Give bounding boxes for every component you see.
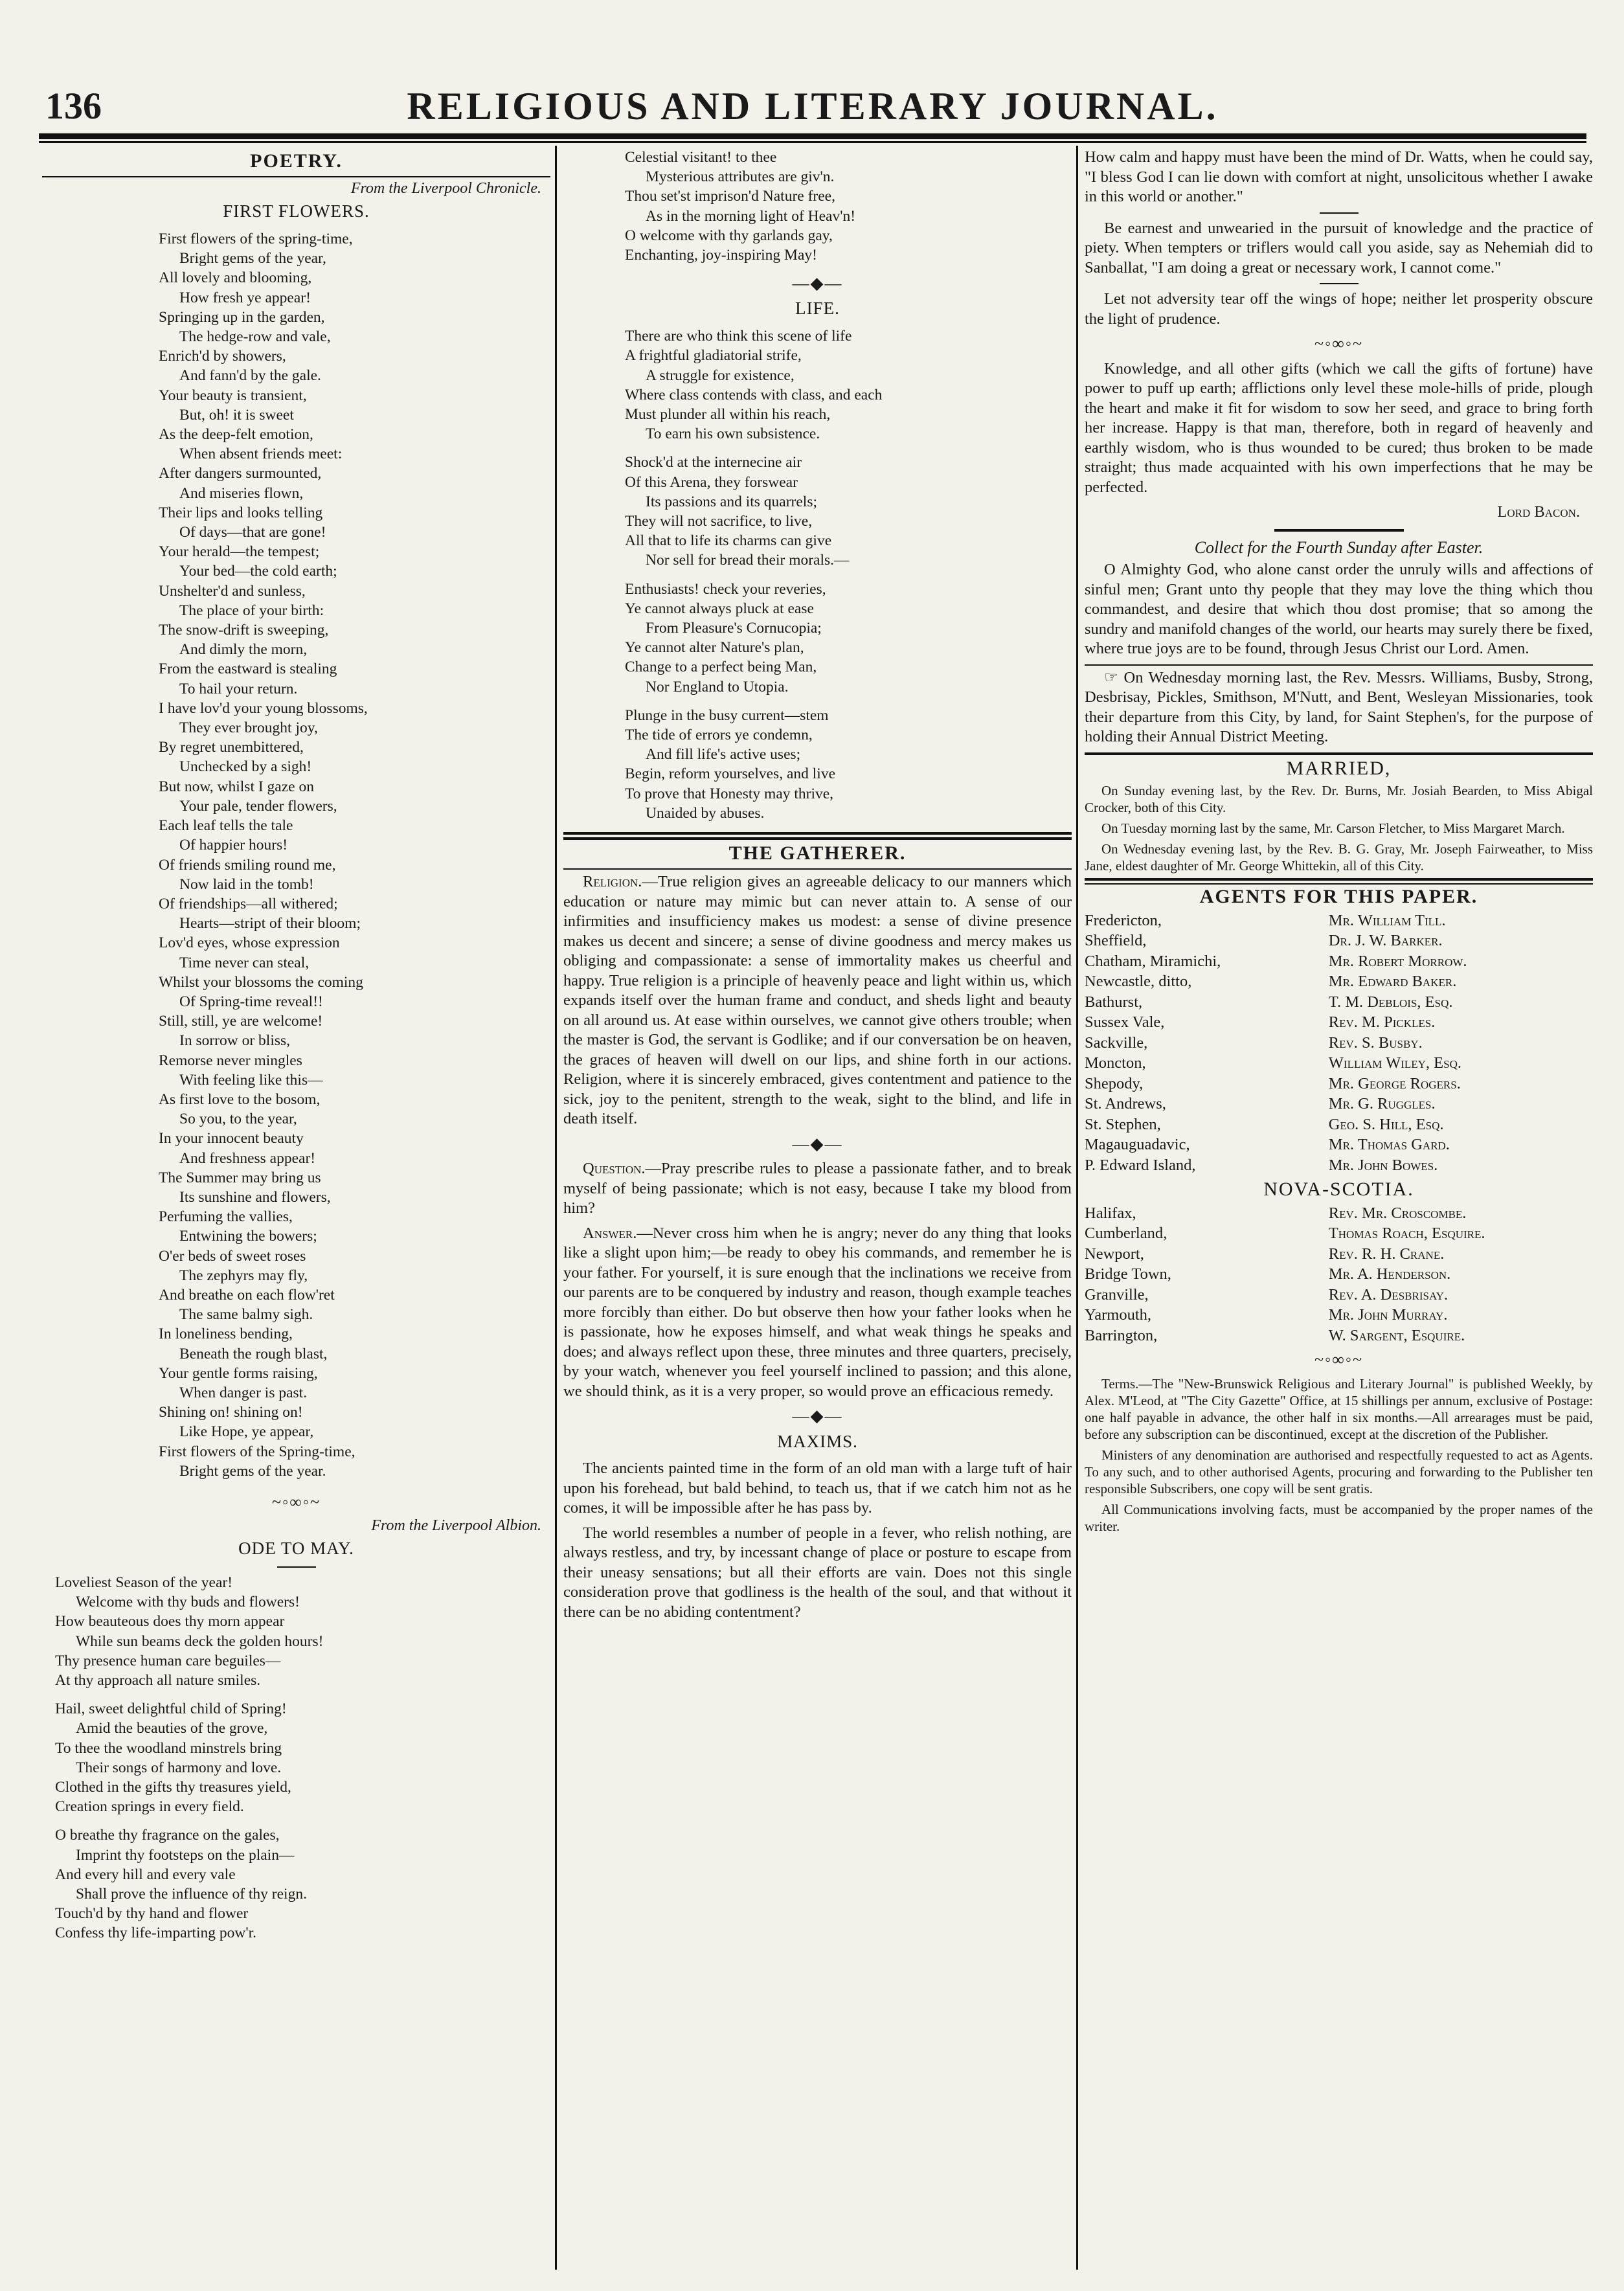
poem-line: Beneath the rough blast,: [179, 1345, 328, 1362]
agent-town: St. Stephen,: [1085, 1115, 1161, 1133]
divider: [1320, 212, 1359, 214]
poem-line: Amid the beauties of the grove,: [76, 1720, 268, 1737]
notice-text: On Wednesday morning last, the Rev. Messrs. Williams, Busby, Strong, Desbrisay, Pickles, Smithson, M'Nutt, and Bent, Wesleyan Missionaries, took their departure from this City, by land, for Saint Stephen's, for the purpose of holding their Annual District Meeting.: [1085, 668, 1593, 745]
agent-name: Rev. Mr. Croscombe.: [1328, 1204, 1467, 1222]
poem-line: Thy presence human care beguiles—: [55, 1652, 281, 1669]
poem-line: But now, whilst I gaze on: [159, 778, 314, 795]
agent-row: [1085, 1326, 1593, 1347]
poem-line: By regret unembittered,: [159, 739, 304, 756]
poem-line: Of friendships—all withered;: [159, 895, 338, 912]
poem-line: Unchecked by a sigh!: [179, 758, 312, 776]
poem-line: Their songs of harmony and love.: [76, 1759, 282, 1776]
ornament: ~◦∞◦~: [1314, 1350, 1364, 1369]
poem-line: Now laid in the tomb!: [179, 875, 314, 893]
stanza: [625, 706, 1072, 823]
divider: [563, 832, 1072, 835]
column-divider-2: [1076, 146, 1078, 2270]
poem-line: All lovely and blooming,: [159, 269, 312, 287]
marriage-notice: On Wednesday evening last, by the Rev. B. G. Gray, Mr. Joseph Fairweather, to Miss Jane, eldest daughter of Mr. George Whittekin, all of this City.: [1085, 841, 1593, 874]
ornament: ~◦∞◦~: [1314, 334, 1364, 353]
maxim-2: The world resembles a number of people in a fever, who relish nothing, are always restless, and try, by incessant change of place or posture to escape from their uneasy sensations; but all their efforts are vain. Does not this single consideration prove that godliness is the health of the soul, and that without it there can be no abiding contentment?: [563, 1524, 1072, 1621]
poem-line: Shining on! shining on!: [159, 1404, 303, 1421]
agent-row: [1085, 1074, 1593, 1095]
poem-line: Change to a perfect being Man,: [625, 659, 817, 676]
column-2: [563, 148, 1072, 2278]
poem-line: Shock'd at the internecine air: [625, 454, 802, 471]
poem-line: As in the morning light of Heav'n!: [646, 207, 856, 225]
agent-town: St. Andrews,: [1085, 1095, 1166, 1112]
religion-paragraph: [563, 872, 1072, 1129]
agent-name: T. M. Deblois, Esq.: [1328, 993, 1453, 1011]
poem-line: The zephyrs may fly,: [179, 1267, 308, 1284]
agent-row: [1085, 972, 1593, 993]
poem-line: O'er beds of sweet roses: [159, 1247, 306, 1265]
poem-line: After dangers surmounted,: [159, 465, 322, 482]
poem-line: Nor England to Utopia.: [646, 678, 789, 695]
poem-line: Nor sell for bread their morals.—: [646, 552, 850, 569]
poem-line: And every hill and every vale: [55, 1866, 236, 1883]
poem-line: Imprint thy footsteps on the plain—: [76, 1846, 295, 1864]
poem-line: Remorse never mingles: [159, 1052, 302, 1069]
poem-line: The place of your birth:: [179, 602, 324, 619]
poem-line: Their lips and looks telling: [159, 504, 323, 521]
agent-name: Mr. William Till.: [1328, 911, 1446, 929]
poem-line: Shall prove the influence of thy reign.: [76, 1886, 307, 1903]
stanza: [55, 1573, 550, 1690]
poem-line: Of happier hours!: [179, 837, 288, 854]
poem-line: They ever brought joy,: [179, 719, 318, 737]
poem-line: Enthusiasts! check your reveries,: [625, 580, 826, 598]
poem-line: The Summer may bring us: [159, 1169, 321, 1186]
agent-town: Cumberland,: [1085, 1224, 1167, 1242]
stanza: [625, 148, 1072, 265]
answer-paragraph: [563, 1224, 1072, 1402]
poem-line: And fann'd by the gale.: [179, 367, 321, 385]
poem-line: Your gentle forms raising,: [159, 1364, 318, 1382]
agent-row: [1085, 931, 1593, 952]
agent-town: Sussex Vale,: [1085, 1013, 1165, 1031]
terms-text: Terms.—The "New-Brunswick Religious and Literary Journal" is published Weekly, by Alex. M'Leod, at "The City Gazette" Office, at 15 shillings per annum, exclusive of Postage: one half payable in advance, the other half in six months.—All arrearages must be paid, before any subscription can be discontinued, except at the discretion of the Publisher.: [1085, 1375, 1593, 1442]
agent-name: Mr. G. Ruggles.: [1328, 1095, 1436, 1112]
poem-line: Ye cannot alter Nature's plan,: [625, 639, 804, 657]
column-divider-1: [555, 146, 557, 2270]
poem-line: They will not sacrifice, to live,: [625, 513, 813, 530]
poem-line: To prove that Honesty may thrive,: [625, 785, 834, 802]
agent-name: Mr. John Murray.: [1328, 1306, 1448, 1324]
divider: [42, 176, 550, 177]
poem-line: Enchanting, joy-inspiring May!: [625, 247, 817, 264]
poem-title: LIFE.: [795, 299, 840, 319]
bacon-signature: Lord Bacon.: [1497, 503, 1580, 521]
ornament: —◆—: [792, 274, 843, 293]
maxim-1: The ancients painted time in the form of an old man with a large tuft of hair upon his forehead, but bald behind, to teach us, that if we catch him not as he comes, it will be impossible after he has pass by.: [563, 1460, 1072, 1517]
agent-town: Moncton,: [1085, 1054, 1146, 1072]
poem-line: So you, to the year,: [179, 1111, 297, 1128]
poem-line: Clothed in the gifts thy treasures yield,: [55, 1779, 291, 1796]
agent-name: Thomas Roach, Esquire.: [1328, 1224, 1485, 1242]
poem-line: Hearts—stript of their bloom;: [179, 915, 361, 932]
poem-line: Of days—that are gone!: [179, 524, 326, 541]
poem-line: Springing up in the garden,: [159, 308, 325, 326]
divider: [1274, 529, 1404, 532]
poem-line: And breathe on each flow'ret: [159, 1286, 335, 1304]
poem-line: Must plunder all within his reach,: [625, 406, 831, 423]
poem-line: Whilst your blossoms the coming: [159, 973, 363, 991]
agent-town: Magauguadavic,: [1085, 1136, 1190, 1153]
poem-line: The snow-drift is sweeping,: [159, 622, 329, 639]
question-label: Question.: [583, 1160, 646, 1178]
poem-line: Welcome with thy buds and flowers!: [76, 1594, 300, 1611]
poem-title: ODE TO MAY.: [238, 1539, 354, 1558]
page-number: 136: [45, 85, 102, 127]
poem-line: But, oh! it is sweet: [179, 406, 294, 423]
poem-line: How beauteous does thy morn appear: [55, 1613, 285, 1631]
agent-name: Mr. A. Henderson.: [1328, 1265, 1451, 1283]
agent-row: [1085, 1204, 1593, 1224]
poem-life: [625, 326, 1072, 823]
poem-line: While sun beams deck the golden hours!: [76, 1632, 324, 1650]
ornament: —◆—: [792, 1134, 843, 1153]
agents-table-nova-scotia: [1085, 1204, 1593, 1347]
agent-row: [1085, 1094, 1593, 1115]
stanza: [625, 453, 1072, 570]
ornament: ~◦∞◦~: [271, 1493, 321, 1511]
poem-line: All that to life its charms can give: [625, 532, 832, 550]
gatherer-text: [563, 872, 1072, 1622]
poem-line: Mysterious attributes are giv'n.: [646, 168, 835, 186]
poem-line: Enrich'd by showers,: [159, 348, 286, 365]
agent-row: [1085, 952, 1593, 973]
marriage-notice: On Tuesday morning last by the same, Mr. Carson Fletcher, to Miss Margaret March.: [1101, 820, 1565, 836]
poem-line: Confess thy life-imparting pow'r.: [55, 1924, 256, 1942]
earnest-paragraph: Be earnest and unwearied in the pursuit of knowledge and the practice of piety. When tempters or triflers would call you aside, say as Nehemiah did to Sanballat, "I am doing a great or necessary work, I cannot come.": [1085, 219, 1593, 276]
poem-line: Like Hope, ye appear,: [179, 1423, 314, 1441]
agent-row: [1085, 1135, 1593, 1156]
poem-line: Bright gems of the year.: [179, 1462, 326, 1480]
poem-line: A frightful gladiatorial strife,: [625, 347, 802, 365]
agent-name: W. Sargent, Esquire.: [1328, 1326, 1465, 1344]
poem-line: To earn his own subsistence.: [646, 425, 820, 443]
agent-row: [1085, 1245, 1593, 1265]
divider: [1085, 664, 1593, 666]
agent-town: Fredericton,: [1085, 911, 1162, 929]
answer-label: Answer.: [583, 1224, 637, 1242]
agent-name: Mr. Thomas Gard.: [1328, 1136, 1450, 1153]
agent-row: [1085, 1033, 1593, 1054]
poem-line: Creation springs in every field.: [55, 1798, 244, 1816]
poem-title: FIRST FLOWERS.: [223, 201, 370, 221]
poem-line: There are who think this scene of life: [625, 328, 852, 345]
agent-town: Bridge Town,: [1085, 1265, 1171, 1283]
poem-line: Loveliest Season of the year!: [55, 1574, 233, 1591]
agent-name: Mr. John Bowes.: [1328, 1156, 1438, 1174]
maxims-heading: MAXIMS.: [777, 1431, 858, 1451]
poem-line: To thee the woodland minstrels bring: [55, 1739, 282, 1757]
poem-line: A struggle for existence,: [646, 367, 795, 384]
poem-line: Hail, sweet delightful child of Spring!: [55, 1700, 287, 1718]
poem-line: Your bed—the cold earth;: [179, 563, 337, 580]
agent-name: Rev. M. Pickles.: [1328, 1013, 1436, 1031]
agent-name: William Wiley, Esq.: [1328, 1054, 1461, 1072]
marriage-notice: On Sunday evening last, by the Rev. Dr. Burns, Mr. Josiah Bearden, to Miss Abigal Crocker, both of this City.: [1085, 783, 1593, 815]
agent-town: Halifax,: [1085, 1204, 1136, 1222]
poem-line: Thou set'st imprison'd Nature free,: [625, 188, 835, 205]
poem-line: Unshelter'd and sunless,: [159, 582, 306, 600]
collect-title: Collect for the Fourth Sunday after Easter.: [1194, 537, 1483, 557]
column-1: [42, 148, 550, 2239]
ministers-text: Ministers of any denomination are authorised and respectfully requested to act as Agents. To any such, and to other authorised Agents, procuring and forwarding to the Publisher ten responsible Subscribers, one copy will be sent gratis.: [1085, 1447, 1593, 1496]
agent-name: Mr. George Rogers.: [1328, 1074, 1461, 1092]
watts-paragraph: How calm and happy must have been the mind of Dr. Watts, when he could say, "I bless God I can lie down with comfort at night, unsolicitous whether I awake in this world or another.": [1085, 148, 1593, 205]
agent-row: [1085, 1013, 1593, 1033]
agent-name: Mr. Robert Morrow.: [1328, 952, 1467, 970]
poem-line: Your herald—the tempest;: [159, 543, 320, 561]
column-3: [1085, 148, 1593, 2278]
divider: [277, 1566, 316, 1568]
divider: [563, 868, 1072, 870]
agents-heading: AGENTS FOR THIS PAPER.: [1199, 886, 1478, 907]
poem-ode-to-may: [55, 1573, 550, 1943]
poem-line: Where class contends with class, and each: [625, 386, 883, 403]
stanza: [625, 326, 1072, 444]
religion-text: —True religion gives an agreeable delicacy to our manners which education or nature may mimic but can never attain to. A sense of our infirmities and insufficiency makes us modest: a sense of divine presence makes us decent and sincere; a sense of divine goodness and mercy makes us obliging and compassionate: a sense of immortality makes us cheerful and happy. True religion is a principle of heavenly peace and light within us, which expands itself over the human frame and conduct, and sheds light and beauty on all around us. At ease within ourselves, we cannot give others trouble; when the master is God, the servant is Godlike; and if our conversation be on heaven, the graces of heaven will dwell on our lips, and shine forth in our actions. Religion, where it is sincerely embraced, gives contentment and patience to the sick, joy to the penitent, strength to the weak, sight to the blind, and life in death itself.: [563, 873, 1072, 1128]
agent-town: Newcastle, ditto,: [1085, 973, 1192, 990]
poem-line: To hail your return.: [179, 680, 298, 697]
poem-line: Touch'd by thy hand and flower: [55, 1905, 249, 1923]
poem-line: As first love to the bosom,: [159, 1090, 321, 1108]
agent-town: Sackville,: [1085, 1033, 1148, 1052]
poem-line: From the eastward is stealing: [159, 660, 337, 678]
poem-line: Ye cannot always pluck at ease: [625, 600, 814, 617]
poem-line: O breathe thy fragrance on the gales,: [55, 1827, 280, 1844]
communications-text: All Communications involving facts, must be accompanied by the proper names of the writer.: [1085, 1501, 1593, 1534]
poem-line: In your innocent beauty: [159, 1130, 304, 1147]
collect-text: O Almighty God, who alone canst order the unruly wills and affections of sinful men; Grant unto thy people that they may love the thing which thou commandest, and desire that which thou dost promise; that so among the sundry and manifold changes of the world, our hearts may surely there be fixed, where true joys are to be found, through Jesus Christ our Lord. Amen.: [1085, 561, 1593, 657]
poem-line: Time never can steal,: [179, 954, 310, 971]
header-rule-thin: [39, 141, 1586, 143]
divider: [563, 837, 1072, 840]
poem-line: Still, still, ye are welcome!: [159, 1013, 323, 1030]
poetry-heading: POETRY.: [250, 150, 343, 172]
agent-town: Sheffield,: [1085, 932, 1147, 949]
poem-line: Each leaf tells the tale: [159, 817, 293, 835]
agent-town: Bathurst,: [1085, 993, 1143, 1011]
poem-line: As the deep-felt emotion,: [159, 426, 313, 444]
poem-line: And freshness appear!: [179, 1149, 316, 1167]
poem-line: How fresh ye appear!: [179, 289, 311, 306]
terms-block: [1085, 1375, 1593, 1535]
poem-line: At thy approach all nature smiles.: [55, 1672, 261, 1689]
agent-row: [1085, 993, 1593, 1013]
masthead: RELIGIOUS AND LITERARY JOURNAL.: [407, 85, 1219, 128]
poem-line: Of this Arena, they forswear: [625, 473, 798, 491]
divider: [1085, 752, 1593, 755]
poem-line: Begin, reform yourselves, and live: [625, 765, 835, 783]
adversity-paragraph: Let not adversity tear off the wings of hope; neither let prosperity obscure the light of prudence.: [1085, 290, 1593, 328]
poem-source: From the Liverpool Chronicle.: [350, 180, 541, 197]
agent-row: [1085, 1285, 1593, 1306]
agent-row: [1085, 1156, 1593, 1177]
poem-line: And miseries flown,: [179, 484, 304, 502]
poem-line: When danger is past.: [179, 1384, 308, 1401]
column-3-text: [1085, 148, 1593, 1535]
poem-line: When absent friends meet:: [179, 446, 343, 463]
poem-line: Of friends smiling round me,: [159, 856, 336, 874]
married-heading: MARRIED,: [1286, 757, 1392, 779]
poem-line: With feeling like this—: [179, 1071, 323, 1089]
agent-row: [1085, 1224, 1593, 1245]
agent-name: Dr. J. W. Barker.: [1328, 932, 1443, 949]
question-text: —Pray prescribe rules to please a passionate father, and to break myself of being passionate; which is not easy, because I take my blood from him?: [563, 1160, 1072, 1217]
poem-line: The same balmy sigh.: [179, 1306, 313, 1324]
agent-row: [1085, 1054, 1593, 1074]
poem-line: Of Spring-time reveal!!: [179, 993, 323, 1010]
agent-town: Newport,: [1085, 1245, 1144, 1263]
divider: [1320, 283, 1359, 284]
gatherer-heading: THE GATHERER.: [728, 842, 907, 864]
poem-line: The tide of errors ye condemn,: [625, 727, 813, 744]
stanza: [55, 1699, 550, 1816]
poem-line: First flowers of the spring-time,: [159, 231, 353, 247]
nova-scotia-heading: NOVA-SCOTIA.: [1263, 1179, 1414, 1200]
poem-source: From the Liverpool Albion.: [371, 1517, 541, 1534]
married-list: [1085, 782, 1593, 874]
pointing-hand-icon: ☞: [1104, 668, 1124, 686]
poem-line: First flowers of the Spring-time,: [159, 1443, 355, 1460]
poem-line: In sorrow or bliss,: [179, 1032, 291, 1050]
agent-name: Rev. S. Busby.: [1328, 1033, 1423, 1052]
poem-line: In loneliness bending,: [159, 1326, 293, 1343]
header-rule-thick: [39, 133, 1586, 139]
departure-notice: [1085, 668, 1593, 747]
poem-line: Its sunshine and flowers,: [179, 1188, 331, 1206]
agent-row: [1085, 1115, 1593, 1136]
poem-line: Entwining the bowers;: [179, 1228, 317, 1245]
agent-town: Granville,: [1085, 1285, 1149, 1304]
poem-line: I have lov'd your young blossoms,: [159, 699, 368, 717]
agent-name: Mr. Edward Baker.: [1328, 973, 1457, 990]
poem-line: Unaided by abuses.: [646, 804, 765, 822]
poem-line: Perfuming the vallies,: [159, 1208, 293, 1226]
agents-table-new-brunswick: [1085, 911, 1593, 1177]
agent-town: Shepody,: [1085, 1074, 1144, 1092]
agent-town: Chatham, Miramichi,: [1085, 952, 1221, 970]
answer-text: —Never cross him when he is angry; never do any thing that looks like a slight upon him;—be ready to obey his commands, and remember he is your father. For yourself, it is sure enough that the inclinations we receive from our parents are to be conquered by industry and reason, though example teaches more forcibly than either. Do but observe then how your father looks when he is passionate, how he exposes himself, and what weak things he speaks and does; and always reflect upon these, three minutes and three quarters, precisely, by your watch, whenever you feel yourself inclined to passion; and this alone, we should think, as it is a very proper, so would prove an efficacious remedy.: [563, 1224, 1072, 1400]
poem-line: Celestial visitant! to thee: [625, 149, 777, 166]
poem-line: Plunge in the busy current—stem: [625, 706, 829, 724]
agent-town: P. Edward Island,: [1085, 1156, 1196, 1174]
agent-row: [1085, 1265, 1593, 1285]
agent-row: [1085, 911, 1593, 932]
poem-line: Your beauty is transient,: [159, 387, 307, 404]
divider: [1085, 883, 1593, 885]
poem-line: Its passions and its quarrels;: [646, 493, 817, 510]
stanza: [625, 580, 1072, 697]
poem-line: Bright gems of the year,: [179, 250, 326, 267]
agent-name: Rev. R. H. Crane.: [1328, 1245, 1445, 1263]
agent-town: Yarmouth,: [1085, 1306, 1152, 1324]
poem-ode-continued: [625, 148, 1072, 265]
divider: [1085, 878, 1593, 881]
agent-town: Barrington,: [1085, 1326, 1158, 1344]
poem-line: O welcome with thy garlands gay,: [625, 227, 833, 244]
bacon-paragraph: Knowledge, and all other gifts (which we call the gifts of fortune) have power to puff up earth; afflictions only level these mole-hills of pride, plough the heart and make it fit for wisdom to sow her seed, and grace to bring forth her increase. Happy is that man, therefore, both in regard of heavenly and earthly wisdom, who is thus wounded to be cured; thus broken to be made straight; thus made acquainted with his own imperfections that he may be perfected.: [1085, 359, 1593, 496]
poem-line: Lov'd eyes, whose expression: [159, 934, 340, 952]
agent-name: Geo. S. Hill, Esq.: [1328, 1115, 1444, 1133]
poem-first-flowers: [159, 229, 550, 1481]
agent-name: Rev. A. Desbrisay.: [1328, 1285, 1449, 1304]
poem-line: And fill life's active uses;: [646, 746, 801, 763]
poem-line: From Pleasure's Cornucopia;: [646, 620, 822, 637]
poem-line: And dimly the morn,: [179, 641, 308, 659]
question-paragraph: [563, 1159, 1072, 1219]
poem-line: The hedge-row and vale,: [179, 328, 331, 346]
religion-label: Religion.: [583, 873, 642, 891]
stanza: [55, 1825, 550, 1943]
agent-row: [1085, 1305, 1593, 1326]
poem-line: Your pale, tender flowers,: [179, 797, 337, 815]
ornament: —◆—: [792, 1406, 843, 1426]
